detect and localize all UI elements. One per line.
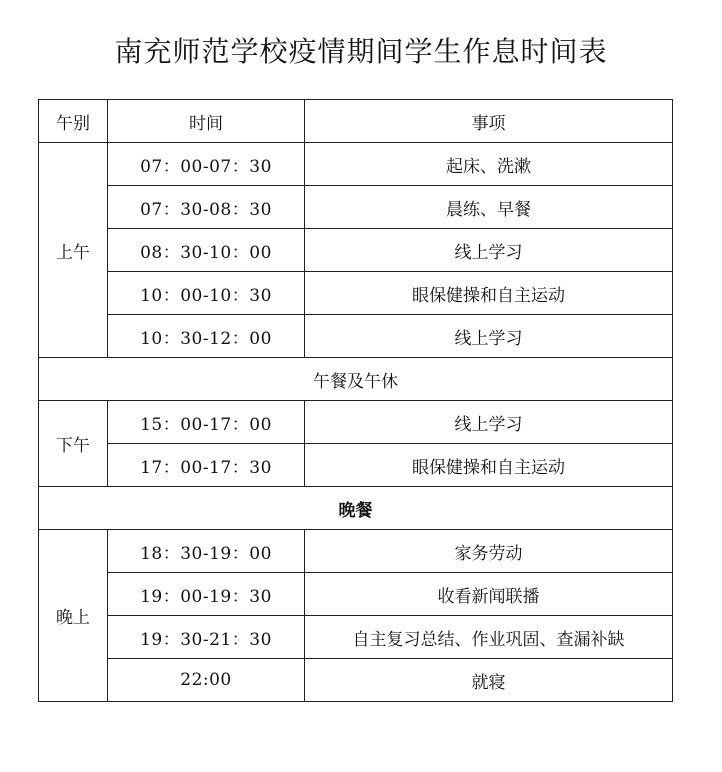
item-cell: 线上学习 bbox=[305, 315, 673, 358]
time-cell: 17：00-17：30 bbox=[108, 444, 305, 487]
table-row bbox=[39, 659, 673, 702]
item-cell: 自主复习总结、作业巩固、查漏补缺 bbox=[305, 616, 673, 659]
break-row bbox=[39, 487, 673, 530]
item-cell: 收看新闻联播 bbox=[305, 573, 673, 616]
page-title: 南充师范学校疫情期间学生作息时间表 bbox=[114, 35, 608, 68]
table-row bbox=[39, 616, 673, 659]
break-row bbox=[39, 358, 673, 401]
header-time: 时间 bbox=[108, 100, 305, 143]
table-row bbox=[39, 401, 673, 444]
item-cell: 线上学习 bbox=[305, 229, 673, 272]
time-cell: 10：00-10：30 bbox=[108, 272, 305, 315]
table-row bbox=[39, 573, 673, 616]
break-dinner: 晚餐 bbox=[39, 487, 673, 530]
item-cell: 起床、洗漱 bbox=[305, 143, 673, 186]
period-afternoon: 下午 bbox=[39, 401, 108, 487]
break-noon: 午餐及午休 bbox=[39, 358, 673, 401]
time-cell: 19：30-21：30 bbox=[108, 616, 305, 659]
time-cell: 08：30-10：00 bbox=[108, 229, 305, 272]
item-cell: 眼保健操和自主运动 bbox=[305, 272, 673, 315]
table-row bbox=[39, 272, 673, 315]
time-cell: 18：30-19：00 bbox=[108, 530, 305, 573]
item-cell: 线上学习 bbox=[305, 401, 673, 444]
table-row bbox=[39, 143, 673, 186]
time-cell: 10：30-12：00 bbox=[108, 315, 305, 358]
time-cell: 07：00-07：30 bbox=[108, 143, 305, 186]
table-row bbox=[39, 186, 673, 229]
header-row bbox=[39, 100, 673, 143]
table-row bbox=[39, 530, 673, 573]
header-period: 午别 bbox=[39, 100, 108, 143]
header-item: 事项 bbox=[305, 100, 673, 143]
time-cell: 19：00-19：30 bbox=[108, 573, 305, 616]
item-cell: 晨练、早餐 bbox=[305, 186, 673, 229]
period-morning: 上午 bbox=[39, 143, 108, 358]
table-row bbox=[39, 229, 673, 272]
item-cell: 眼保健操和自主运动 bbox=[305, 444, 673, 487]
time-cell: 15：00-17：00 bbox=[108, 401, 305, 444]
item-cell: 就寝 bbox=[305, 659, 673, 702]
schedule-table bbox=[38, 99, 673, 702]
time-cell: 22:00 bbox=[108, 659, 305, 702]
table-row bbox=[39, 444, 673, 487]
item-cell: 家务劳动 bbox=[305, 530, 673, 573]
time-cell: 07：30-08：30 bbox=[108, 186, 305, 229]
table-row bbox=[39, 315, 673, 358]
period-evening: 晚上 bbox=[39, 530, 108, 702]
